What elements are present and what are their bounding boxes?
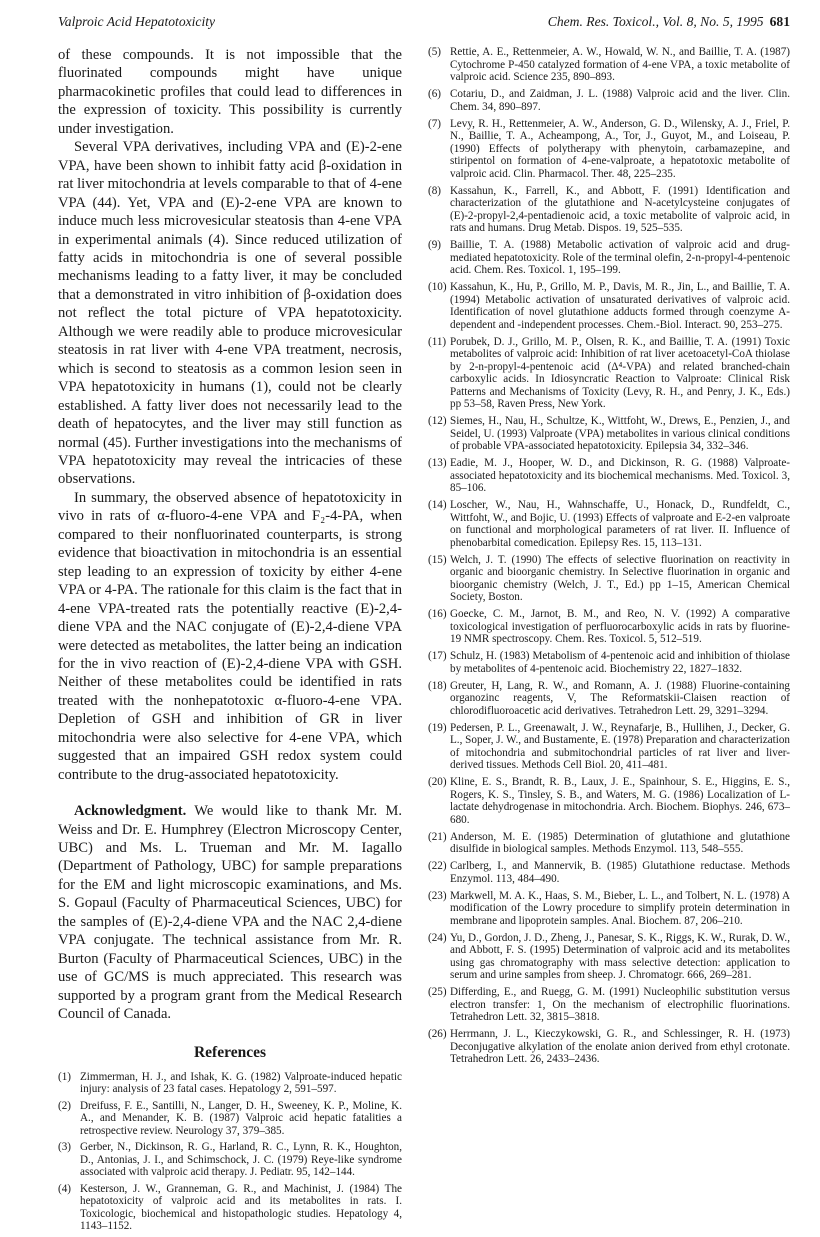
reference-number: (2) <box>58 1099 71 1112</box>
reference-text: Pedersen, P. L., Greenawalt, J. W., Reynafarje, B., Hullihen, J., Decker, G. L., Soper, J. W., and Bustamente, E. (1978) Preparation and characterization of mitochondria and submitochondrial particles of rat liver and liver-derived tissues. Methods Cell Biol. 20, 411–481. <box>450 721 790 771</box>
references-list-left <box>58 1071 402 1233</box>
body-paragraph-3: In summary, the observed absence of hepatotoxicity in vivo in rats of α-fluoro-4-ene VPA and F₂-4-PA, when compared to their nonfluorinated counterparts, is strong evidence that bioactivation in mitochondria is an essential step leading to an expression of toxicity by either 4-ene VPA or 4-PA. The rationale for this claim is the fact that in 4-ene VPA-treated rats the potentially reactive (E)-2,4-diene VPA and the NAC conjugate of (E)-2,4-diene VPA were detected as metabolites, the latter being an indication for the in vivo reaction of (E)-2,4-diene VPA with GSH. Neither of these metabolites could be identified in rats treated with the nonhepatotoxic α-fluoro-4-ene VPA. Depletion of GSH and inhibition of GR in liver mitochondria were also selective for 4-ene VPA, which suggested that an impaired GSH redox system could contribute to the drug-associated hepatotoxicity. <box>58 489 402 783</box>
reference-number: (26) <box>428 1028 447 1040</box>
references-heading: References <box>193 1043 266 1061</box>
reference-item <box>428 46 790 84</box>
reference-text: Siemes, H., Nau, H., Schultze, K., Wittfoht, W., Drews, E., Penzien, J., and Seidel, U. (1993) Valproate (VPA) metabolites in various clinical conditions of probable VPA-associated hepatotoxicity. Epilepsia 34, 332–346. <box>450 415 790 452</box>
reference-item <box>428 860 790 885</box>
reference-item <box>428 831 790 856</box>
page-number: 681 <box>769 14 790 29</box>
reference-number: (16) <box>428 608 447 620</box>
reference-number: (21) <box>428 830 447 843</box>
reference-item <box>428 239 790 277</box>
reference-item <box>428 281 790 331</box>
right-column <box>428 46 790 1237</box>
running-title: Valproic Acid Hepatotoxicity <box>58 14 216 29</box>
reference-number: (6) <box>428 88 441 100</box>
reference-number: (17) <box>428 650 447 662</box>
reference-number: (7) <box>428 117 441 130</box>
reference-item <box>428 890 790 928</box>
reference-item <box>428 776 790 826</box>
reference-text: Anderson, M. E. (1985) Determination of glutathione and glutathione disulfide in biological samples. Methods Enzymol. 113, 548–555. <box>450 830 790 855</box>
reference-item <box>58 1100 402 1138</box>
acknowledgment-heading: Acknowledgment. <box>74 803 187 820</box>
reference-item <box>428 118 790 181</box>
reference-text: Eadie, M. J., Hooper, W. D., and Dickinson, R. G. (1988) Valproate-associated hepatotoxicity and its biochemical mechanisms. Med. Toxicol. 3, 85–106. <box>450 457 790 494</box>
reference-text: Porubek, D. J., Grillo, M. P., Olsen, R. K., and Baillie, T. A. (1991) Toxic metabolites of valproic acid: Inhibition of rat liver acetoacetyl-CoA thiolase by 2-n-propyl-4-pentenoic acid (Δ⁴-VPA) and related branched-chain carboxylic acids. In Idiosyncratic Reaction to Valproate: Clinical Risk Patterns and Mechanisms of Toxicity (Levy, R. H., and Penry, J. K., Eds.) pp 53–58, Raven Press, New York. <box>450 335 790 410</box>
journal-citation <box>548 14 790 30</box>
reference-text: Goecke, C. M., Jarnot, B. M., and Reo, N. V. (1992) A comparative toxicological investigation of perfluorocarboxylic acids in rats by fluorine-19 NMR spectroscopy. Chem. Res. Toxicol. 5, 512–519. <box>450 608 790 645</box>
reference-text: Herrmann, J. L., Kieczykowski, G. R., and Schlessinger, R. H. (1973) Deconjugative alkylation of the enolate anion derived from ethyl crotonate. Tetrahedron Lett. 26, 2433–2436. <box>450 1028 790 1065</box>
reference-text: Greuter, H, Lang, R. W., and Romann, A. J. (1988) Fluorine-containing organozinc reagents, V, The Reformatskii-Claisen reaction of chlorodifluoroacetic acid derivatives. Tetrahedron Lett. 29, 3291–3294. <box>450 679 790 717</box>
reference-text: Kesterson, J. W., Granneman, G. R., and Machinist, J. (1984) The hepatotoxicity of valproic acid and its metabolites in rats. I. Toxicologic, biochemical and histopathologic studies. Hepatology 4, 1143–1152. <box>80 1182 402 1233</box>
reference-text: Zimmerman, H. J., and Ishak, K. G. (1982) Valproate-induced hepatic injury: analysis of 23 fatal cases. Hepatology 2, 591–597. <box>80 1070 402 1096</box>
reference-number: (15) <box>428 553 447 566</box>
reference-number: (19) <box>428 721 447 734</box>
left-column <box>58 46 402 1237</box>
reference-item <box>58 1183 402 1233</box>
reference-item <box>58 1141 402 1179</box>
reference-text: Cotariu, D., and Zaidman, J. L. (1988) Valproic acid and the liver. Clin. Chem. 34, 890–897. <box>450 88 790 113</box>
reference-item <box>58 1071 402 1096</box>
reference-item <box>428 932 790 982</box>
reference-text: Welch, J. T. (1990) The effects of selective fluorination on reactivity in organic and bioorganic chemistry. In Selective fluorination in organic and bioorganic chemistry (Welch, J. T., Ed.) pp 1–15, American Chemical Society, Boston. <box>450 553 790 603</box>
reference-text: Schulz, H. (1983) Metabolism of 4-pentenoic acid and inhibition of thiolase by metabolites of 4-pentenoic acid. Biochemistry 22, 1827–1832. <box>450 650 790 675</box>
two-column-body <box>58 46 790 1237</box>
reference-number: (11) <box>428 335 447 348</box>
reference-item <box>428 650 790 675</box>
reference-item <box>428 680 790 718</box>
reference-number: (20) <box>428 776 447 788</box>
reference-text: Markwell, M. A. K., Haas, S. M., Bieber, L. L., and Tolbert, N. L. (1978) A modification of the Lowry procedure to simplify protein determination in membrane and lipoprotein samples. Anal. Biochem. 87, 206–210. <box>450 889 790 927</box>
reference-number: (9) <box>428 239 441 251</box>
reference-text: Kline, E. S., Brandt, R. B., Laux, J. E., Spainhour, S. E., Higgins, E. S., Rogers, K. S., Tinsley, S. B., and Waters, M. G. (1986) Localization of L-lactate dehydrogenase in mitochondria. Arch. Biochem. Biophys. 246, 673–680. <box>450 776 790 826</box>
reference-item <box>428 185 790 235</box>
reference-text: Baillie, T. A. (1988) Metabolic activation of valproic acid and drug-mediated hepatotoxicity. Role of the terminal olefin, 2-n-propyl-4-pentenoic acid. Chem. Res. Toxicol. 1, 195–199. <box>450 239 790 276</box>
reference-text: Gerber, N., Dickinson, R. G., Harland, R. C., Lynn, R. K., Houghton, D., Antonias, J. I., and Schimschock, J. C. (1979) Reye-like syndrome associated with valproic acid therapy. J. Pediatr. 95, 142–144. <box>80 1141 402 1179</box>
reference-item <box>428 499 790 549</box>
journal-volume-issue: Chem. Res. Toxicol., Vol. 8, No. 5, 1995 <box>547 14 764 29</box>
reference-item <box>428 336 790 411</box>
reference-text: Loscher, W., Nau, H., Wahnschaffe, U., Honack, D., Rundfeldt, C., Wittfoht, W., and Bojic, U. (1993) Effects of valproate and E-2-en valproate on functional and morphological parameters of rat liver. II. Influence of phenobarbital comedication. Epilepsy Res. 15, 113–131. <box>450 499 790 549</box>
reference-item <box>428 88 790 113</box>
reference-text: Differding, E., and Ruegg, G. M. (1991) Nucleophilic substitution versus electron transfer: 1, On the mechanism of electrophilic fluorinations. Tetrahedron Lett. 32, 3815–3818. <box>450 986 790 1023</box>
reference-number: (25) <box>428 986 447 998</box>
reference-number: (24) <box>428 931 447 944</box>
reference-number: (12) <box>428 415 447 427</box>
reference-item <box>428 554 790 604</box>
reference-number: (8) <box>428 184 441 197</box>
acknowledgment-text: We would like to thank Mr. M. Weiss and Dr. E. Humphrey (Electron Microscopy Center, UBC) and Ms. L. Trueman and Mr. M. Iagallo (Department of Pathology, UBC) for sample preparations for the EM and light microscopic examinations, and Ms. S. Gopaul (Faculty of Pharmaceutical Sciences, UBC) for the samples of (E)-2,4-diene VPA and the NAC 2,4-diene VPA conjugate. The technical assistance from Mr. R. Burton (Faculty of Pharmaceutical Sciences, UBC) in the use of GC/MS is much appreciated. This research was supported by a program grant from the Medical Research Council of Canada. <box>58 803 403 1023</box>
reference-number: (13) <box>428 457 447 469</box>
reference-item <box>428 457 790 495</box>
reference-number: (14) <box>428 499 447 511</box>
reference-item <box>428 608 790 646</box>
reference-number: (10) <box>428 281 447 293</box>
running-header <box>58 14 790 36</box>
reference-item <box>428 1028 790 1066</box>
reference-number: (18) <box>428 679 447 692</box>
acknowledgment-paragraph <box>58 802 402 1023</box>
reference-number: (3) <box>58 1141 71 1154</box>
reference-number: (4) <box>58 1182 71 1195</box>
reference-item <box>428 415 790 453</box>
reference-number: (5) <box>428 46 441 58</box>
reference-text: Yu, D., Gordon, J. D., Zheng, J., Panesar, S. K., Riggs, K. W., Rurak, D. W., and Abbott, F. S. (1995) Determination of valproic acid and its metabolites using gas chromatography with mass selective detection: application to serum and urine samples from sheep. J. Chromatogr. 666, 269–281. <box>450 931 790 981</box>
reference-text: Rettie, A. E., Rettenmeier, A. W., Howald, W. N., and Baillie, T. A. (1987) Cytochrome P-450 catalyzed formation of 4-ene VPA, a toxic metabolite of valproic acid. Science 235, 890–893. <box>450 46 790 83</box>
reference-item <box>428 722 790 772</box>
reference-item <box>428 986 790 1024</box>
body-paragraph-2: Several VPA derivatives, including VPA and (E)-2-ene VPA, have been shown to inhibit fatty acid β-oxidation in rat liver mitochondria at levels comparable to that of 4-ene VPA (44). Yet, VPA and (E)-2-ene VPA are known to induce much less microvesicular steatosis than 4-ene VPA in experimental animals (4). Since reduced utilization of fatty acids in mitochondria is one of several possible mechanisms leading to a fatty liver, it may be concluded that a demonstrated in vitro inhibition of β-oxidation does not reflect the total picture of VPA hepatotoxicity. Although we were readily able to produce microvesicular steatosis in rat liver with 4-ene VPA treatment, necrosis, which is second to steatosis as a common lesion seen in VPA hepatotoxicity in humans (1), could not be clearly established. A fatty liver does not necessarily lead to the death of hepatocytes, and the liver may still function as normal (45). Further investigations into the mechanisms of VPA hepatotoxicity may reveal the intricacies of these observations. <box>58 139 402 488</box>
reference-text: Kassahun, K., Hu, P., Grillo, M. P., Davis, M. R., Jin, L., and Baillie, T. A. (1994) Metabolic activation of unsaturated derivatives of valproic acid. Identification of novel glutathione adducts formed through coenzyme A-dependent and -independent processes. Chem.-Biol. Interact. 90, 253–275. <box>450 281 790 331</box>
reference-text: Carlberg, I., and Mannervik, B. (1985) Glutathione reductase. Methods Enzymol. 113, 484–490. <box>450 860 790 885</box>
reference-text: Dreifuss, F. E., Santilli, N., Langer, D. H., Sweeney, K. P., Moline, K. A., and Menander, K. B. (1987) Valproic acid hepatic fatalities a retrospective review. Neurology 37, 379–385. <box>80 1099 402 1137</box>
body-paragraph-1: of these compounds. It is not impossible that the fluorinated compounds might have unique pharmacokinetic profiles that could lead to differences in the expression of toxicity. This possibility is currently under investigation. <box>58 47 402 137</box>
reference-number: (1) <box>58 1070 71 1083</box>
reference-number: (22) <box>428 860 447 872</box>
reference-number: (23) <box>428 889 447 902</box>
reference-text: Kassahun, K., Farrell, K., and Abbott, F. (1991) Identification and characterization of the glutathione and N-acetylcysteine conjugates of (E)-2-propyl-2,4-pentadienoic acid, a toxic metabolite of valproic acid, in rats and humans. Drug Metab. Dispos. 19, 525–535. <box>450 184 790 234</box>
references-list-right <box>428 46 790 1066</box>
reference-text: Levy, R. H., Rettenmeier, A. W., Anderson, G. D., Wilensky, A. J., Friel, P. N., Baillie, T. A., Acheampong, A., Tor, J., Guyot, M., and Loiseau, P. (1990) Effects of polytherapy with phenytoin, carbamazepine, and stiripentol on formation of 4-ene-valproate, a hepatotoxic metabolite of valproic acid. Clin. Pharmacol. Ther. 48, 225–235. <box>450 117 790 180</box>
